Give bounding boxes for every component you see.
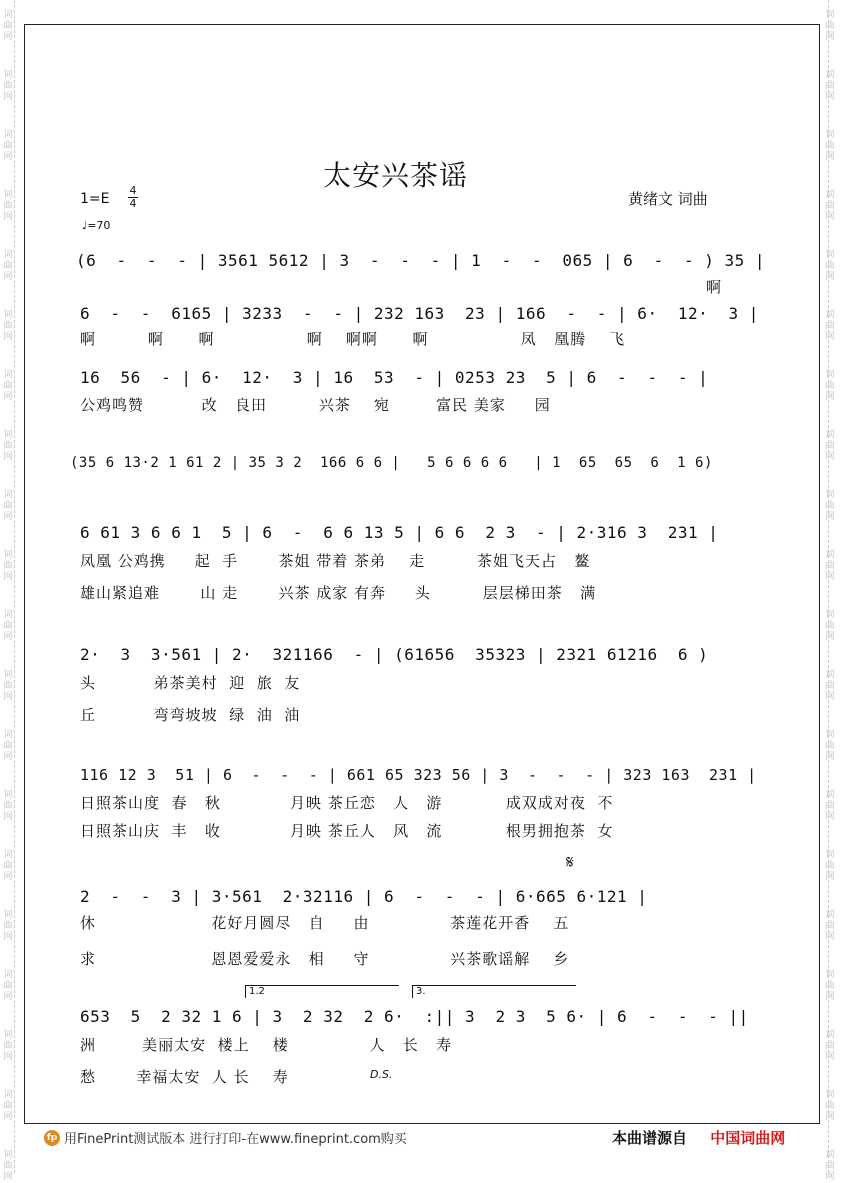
watermark-glyph: 词 曲 网 xyxy=(825,730,835,762)
watermark-glyph: 词 曲 网 xyxy=(825,370,835,402)
watermark-glyph: 词 曲 网 xyxy=(3,1090,13,1122)
lyric-line: 洲 美丽太安 楼上 楼 人 长 寿 xyxy=(80,1036,453,1054)
fineprint-notice xyxy=(44,1128,407,1147)
watermark-glyph: 词 曲 网 xyxy=(3,970,13,1002)
watermark-glyph: 词 曲 网 xyxy=(825,490,835,522)
lyric-line: 雄山紧追难 山 走 兴茶 成家 有奔 头 层层梯田茶 满 xyxy=(80,584,597,602)
watermark-glyph: 词 曲 网 xyxy=(3,730,13,762)
source-credit xyxy=(612,1127,785,1148)
watermark-glyph: 词 曲 网 xyxy=(825,970,835,1002)
notation-row: 6 61 3 6 6 1 5 | 6 - 6 6 13 5 | 6 6 2 3 - | 2·316 3 231 | xyxy=(80,523,719,542)
watermark-glyph: 词 曲 网 xyxy=(3,550,13,582)
lyric-line: 凤凰 公鸡携 起 手 茶姐 带着 茶弟 走 茶姐飞天占 鳌 xyxy=(80,552,591,570)
ds-mark: D.S. xyxy=(370,1068,393,1081)
watermark-glyph: 词 曲 网 xyxy=(3,910,13,942)
watermark-glyph: 词 曲 网 xyxy=(3,190,13,222)
lyric-line: 头 弟茶美村 迎 旅 友 xyxy=(80,674,301,692)
watermark-glyph: 词 曲 网 xyxy=(3,370,13,402)
score-title: 太安兴茶谣 xyxy=(323,159,469,192)
watermark-glyph: 词 曲 网 xyxy=(825,1030,835,1062)
time-signature-bottom: 4 xyxy=(129,197,137,210)
watermark-glyph: 词 曲 网 xyxy=(3,310,13,342)
watermark-glyph: 词 曲 网 xyxy=(3,250,13,282)
watermark-glyph: 词 曲 网 xyxy=(3,850,13,882)
time-signature xyxy=(128,185,138,210)
watermark-divider-left xyxy=(14,0,15,1173)
watermark-glyph: 词 曲 网 xyxy=(3,670,13,702)
notation-row: 2 - - 3 | 3·561 2·32116 | 6 - - - | 6·665 6·121 | xyxy=(80,887,648,906)
lyric-line: 公鸡鸣赞 改 良田 兴茶 宛 富民 美家 园 xyxy=(80,396,551,414)
notation-row: (35 6 13·2 1 61 2 | 35 3 2 166 6 6 | 5 6 6 6 6 | 1 65 65 6 1 6) xyxy=(70,455,713,471)
watermark-glyph: 词 曲 网 xyxy=(825,10,835,42)
watermark-glyph: 词 曲 网 xyxy=(825,190,835,222)
notation-row: 2· 3 3·561 | 2· 321166 - | (61656 35323 | 2321 61216 6 ) xyxy=(80,645,709,664)
notation-row: 6 - - 6165 | 3233 - - | 232 163 23 | 166 - - | 6· 12· 3 | xyxy=(80,304,759,323)
lyric-line: 求 恩恩爱爱永 相 守 兴茶歌谣解 乡 xyxy=(80,950,570,968)
watermark-glyph: 词 曲 网 xyxy=(3,490,13,522)
watermark-glyph: 词 曲 网 xyxy=(3,10,13,42)
key-signature: 1=E xyxy=(80,191,110,207)
volta-first-ending: 1.2 xyxy=(245,985,399,998)
watermark-glyph: 词 曲 网 xyxy=(825,790,835,822)
lyric-line: 丘 弯弯坡坡 绿 油 油 xyxy=(80,706,301,724)
watermark-glyph: 词 曲 网 xyxy=(825,610,835,642)
author-credit: 黄绪文 词曲 xyxy=(628,190,708,208)
watermark-strip-left xyxy=(0,0,22,1182)
watermark-glyph: 词 曲 网 xyxy=(825,850,835,882)
watermark-glyph: 词 曲 网 xyxy=(825,670,835,702)
notation-row: 116 12 3 51 | 6 - - - | 661 65 323 56 | 3 - - - | 323 163 231 | xyxy=(80,766,757,784)
volta-second-ending: 3. xyxy=(412,985,576,998)
tempo-marking: ♩=70 xyxy=(82,219,111,232)
watermark-divider-right xyxy=(828,0,829,1173)
lyric-line: 休 花好月圆尽 自 由 茶莲花开香 五 xyxy=(80,914,570,932)
watermark-glyph: 词 曲 网 xyxy=(825,310,835,342)
watermark-glyph: 词 曲 网 xyxy=(825,130,835,162)
notation-row: (6 - - - | 3561 5612 | 3 - - - | 1 - - 065 | 6 - - ) 35 | xyxy=(76,251,766,270)
watermark-glyph: 词 曲 网 xyxy=(3,70,13,102)
segno-mark: 𝄋 xyxy=(566,852,574,873)
watermark-glyph: 词 曲 网 xyxy=(825,910,835,942)
watermark-glyph: 词 曲 网 xyxy=(3,790,13,822)
watermark-glyph: 词 曲 网 xyxy=(825,430,835,462)
lyric-line: 愁 幸福太安 人 长 寿 xyxy=(80,1068,289,1086)
watermark-glyph: 词 曲 网 xyxy=(825,1090,835,1122)
lyric-line: 啊 啊 啊 啊 啊啊 啊 凤 凰腾 飞 xyxy=(80,330,626,348)
watermark-glyph: 词 曲 网 xyxy=(825,70,835,102)
watermark-glyph: 词 曲 网 xyxy=(3,430,13,462)
source-brand[interactable]: 中国词曲网 xyxy=(710,1129,786,1147)
source-label: 本曲谱源自 xyxy=(612,1129,688,1147)
fineprint-icon: fp xyxy=(44,1130,60,1146)
watermark-strip-right xyxy=(822,0,844,1182)
watermark-glyph: 词 曲 网 xyxy=(3,610,13,642)
time-signature-top: 4 xyxy=(129,184,137,197)
watermark-glyph: 词 曲 网 xyxy=(825,250,835,282)
watermark-glyph: 词 曲 网 xyxy=(3,1030,13,1062)
watermark-glyph: 词 曲 网 xyxy=(3,1150,13,1182)
fineprint-text: 用FinePrint测试版本 进行打印-在www.fineprint.com购买 xyxy=(64,1132,407,1147)
notation-row: 16 56 - | 6· 12· 3 | 16 53 - | 0253 23 5 | 6 - - - | xyxy=(80,368,709,387)
lyric-line: 日照茶山庆 丰 收 月映 茶丘人 风 流 根男拥抱茶 女 xyxy=(80,822,614,840)
watermark-glyph: 词 曲 网 xyxy=(825,1150,835,1182)
lyric-line: 啊 xyxy=(706,278,723,296)
watermark-glyph: 词 曲 网 xyxy=(3,130,13,162)
lyric-line: 日照茶山度 春 秋 月映 茶丘恋 人 游 成双成对夜 不 xyxy=(80,794,614,812)
watermark-glyph: 词 曲 网 xyxy=(825,550,835,582)
notation-row: 653 5 2 32 1 6 | 3 2 32 2 6· :|| 3 2 3 5 6· | 6 - - - || xyxy=(80,1007,749,1026)
